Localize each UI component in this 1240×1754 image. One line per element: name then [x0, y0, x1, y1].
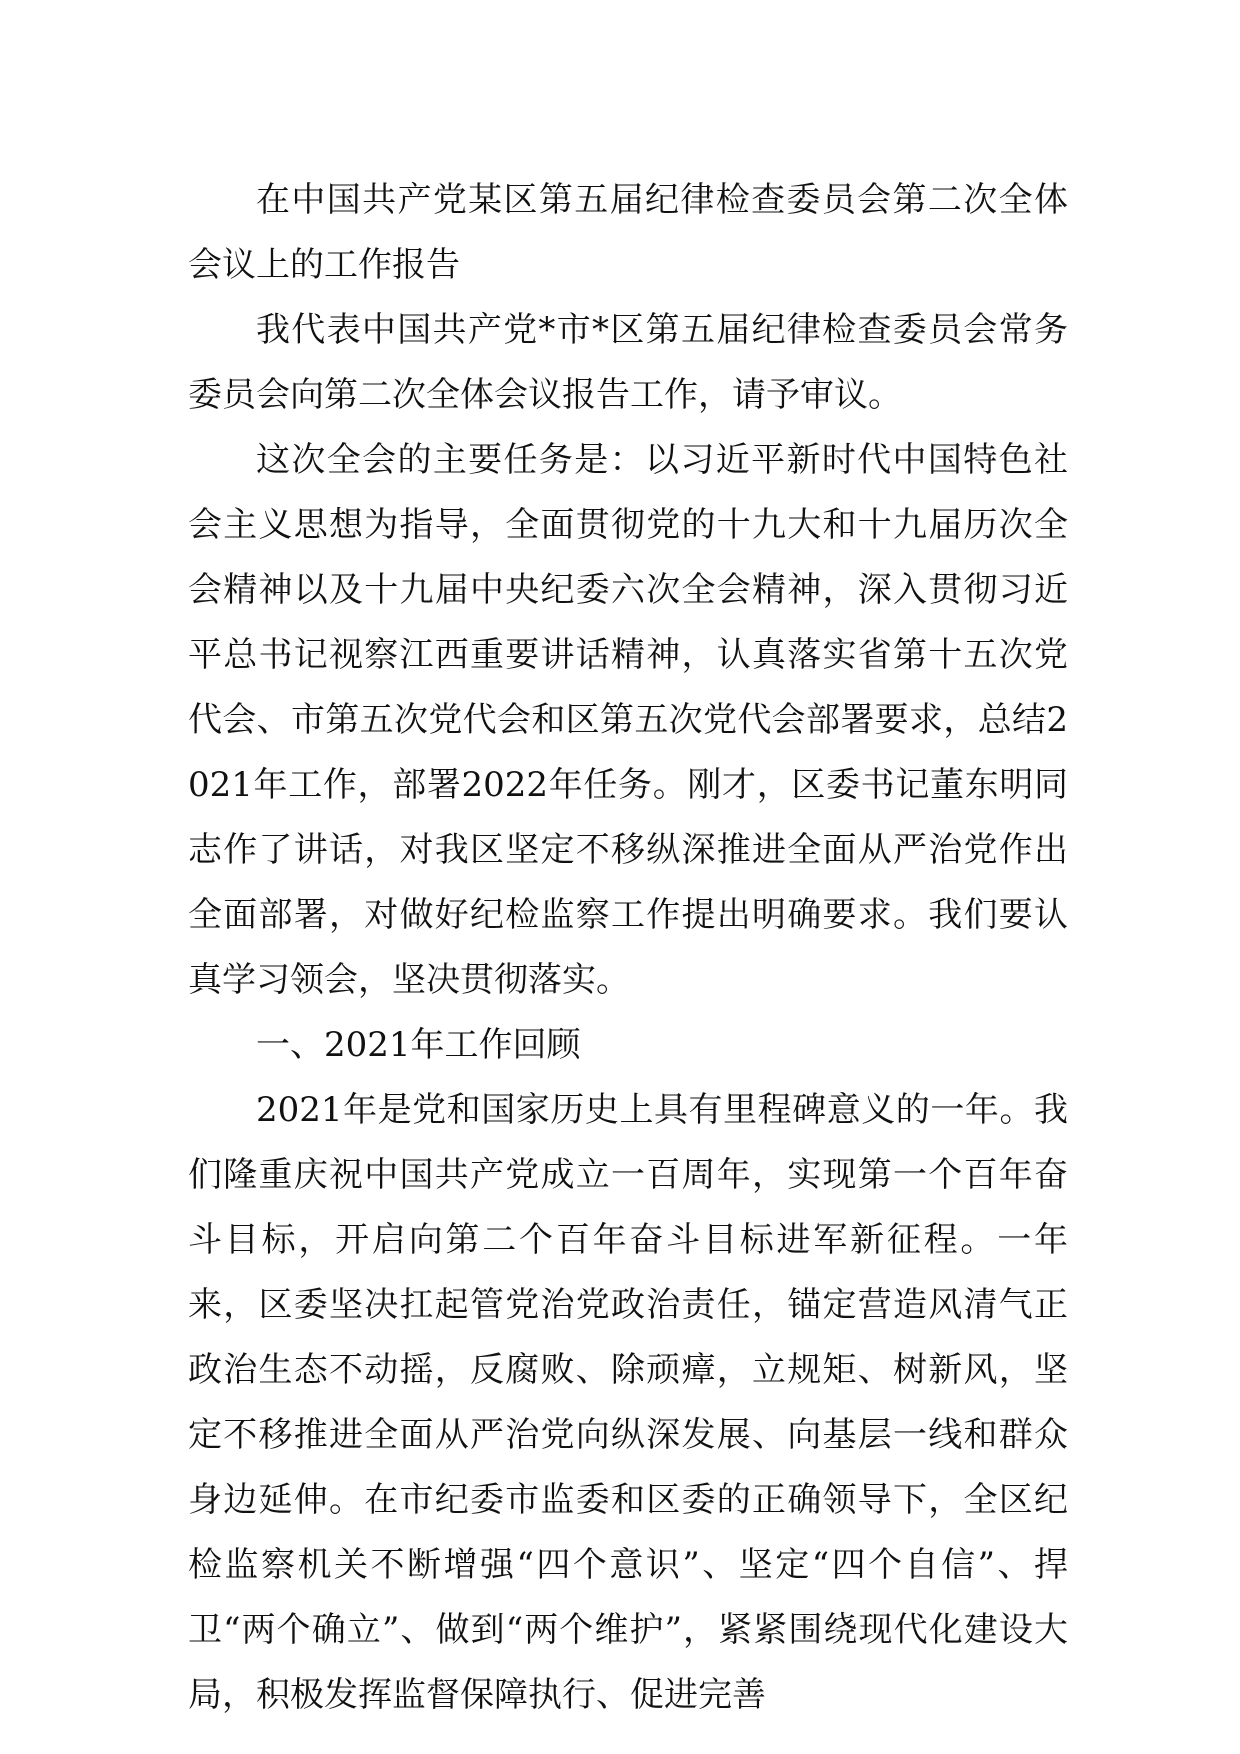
section-heading: 一、2021年工作回顾 [256, 1025, 581, 1065]
paragraph-intro: 我代表中国共产党*市*区第五届纪律检查委员会常务委员会向第二次全体会议报告工作，请予审议。 [188, 310, 1068, 415]
paragraph-main-tasks: 这次全会的主要任务是：以习近平新时代中国特色社会主义思想为指导，全面贯彻党的十九大和十九届历次全会精神以及十九届中央纪委六次全会精神，深入贯彻习近平总书记视察江西重要讲话精神，认真落实省第十五次党代会、市第五次党代会和区第五次党代会部署要求，总结2021年工作，部署2022年任务。刚才，区委书记董东明同志作了讲话，对我区坚定不移纵深推进全面从严治党作出全面部署，对做好纪检监察工作提出明确要求。我们要认真学习领会，坚决贯彻落实。 [188, 440, 1068, 1000]
section-paragraph: 2021年是党和国家历史上具有里程碑意义的一年。我们隆重庆祝中国共产党成立一百周年，实现第一个百年奋斗目标，开启向第二个百年奋斗目标进军新征程。一年来，区委坚决扛起管党治党政治责任，锚定营造风清气正政治生态不动摇，反腐败、除顽瘴，立规矩、树新风，坚定不移推进全面从严治党向纵深发展、向基层一线和群众身边延伸。在市纪委市监委和区委的正确领导下，全区纪检监察机关不断增强“四个意识”、坚定“四个自信”、捍卫“两个确立”、做到“两个维护”，紧紧围绕现代化建设大局，积极发挥监督保障执行、促进完善 [188, 1090, 1068, 1715]
document-body [188, 168, 1068, 1728]
document-title: 在中国共产党某区第五届纪律检查委员会第二次全体会议上的工作报告 [188, 180, 1068, 285]
